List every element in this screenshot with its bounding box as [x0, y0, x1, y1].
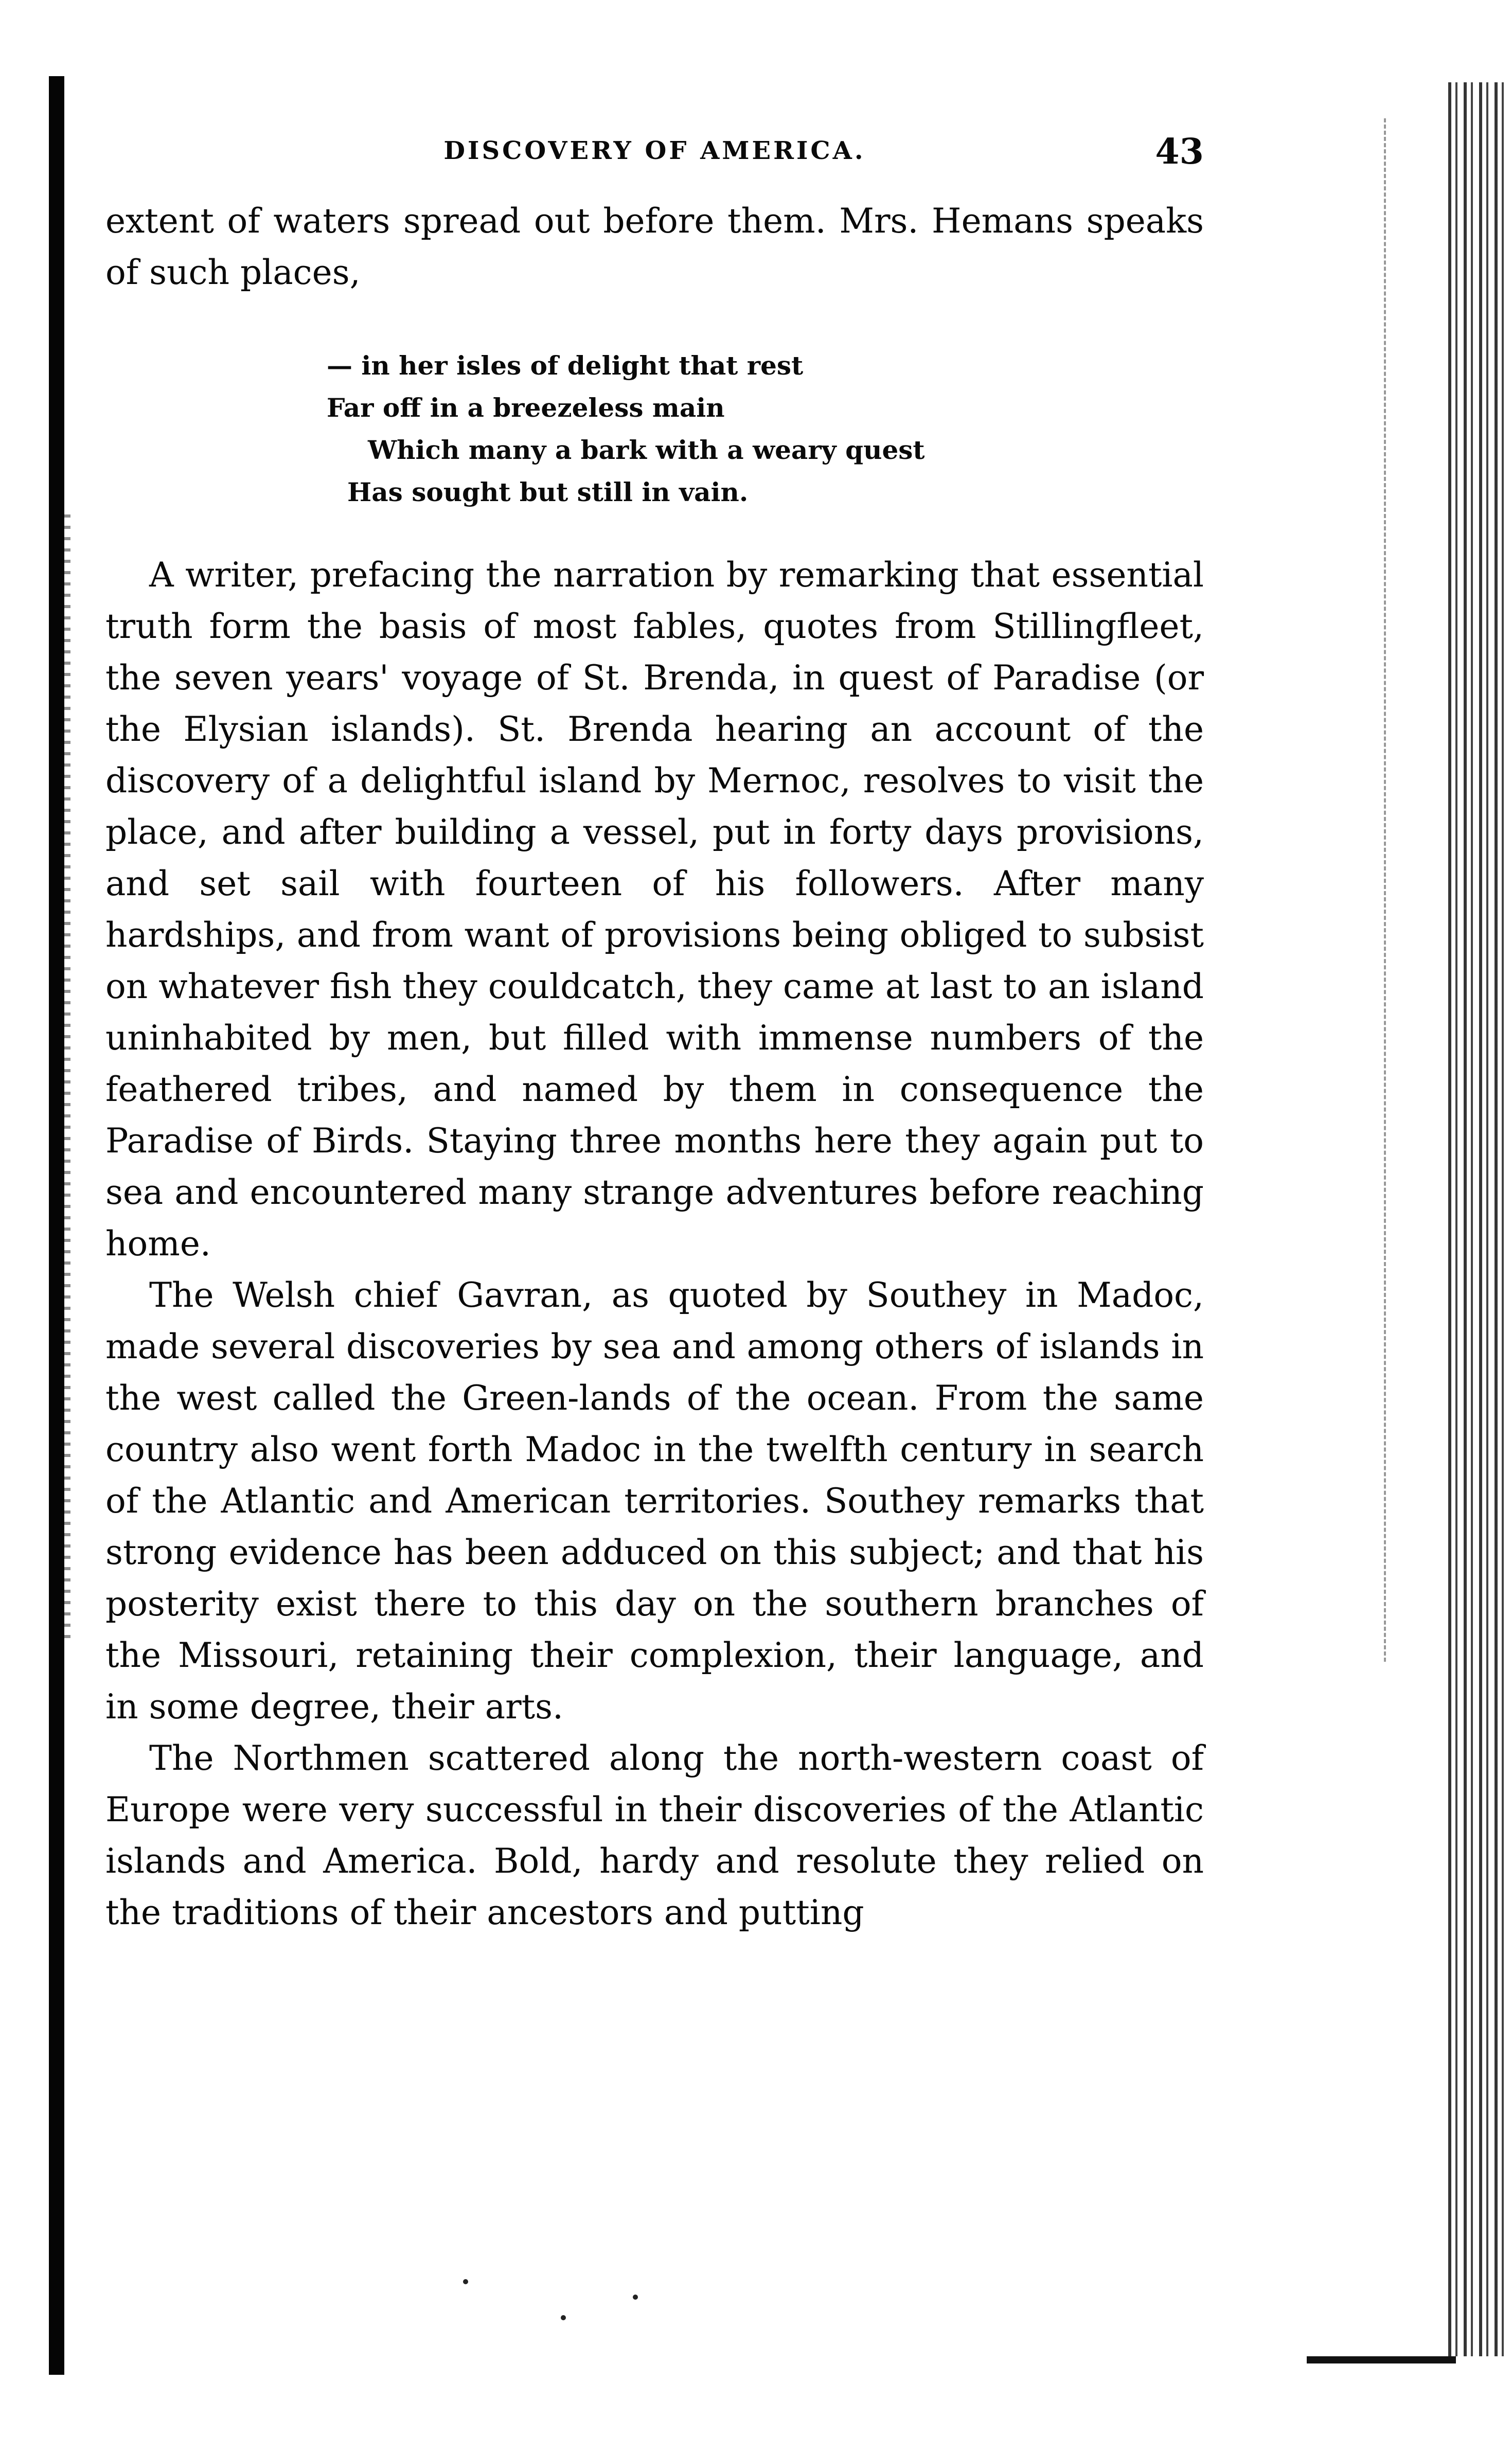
verse-line: — in her isles of delight that rest [327, 350, 804, 381]
verse-line: Which many a bark with a weary quest [368, 435, 925, 465]
scan-page-edge-line [1384, 118, 1390, 1662]
book-page [105, 131, 1204, 1939]
page-header [105, 131, 1204, 183]
verse-line: Has sought but still in vain. [347, 477, 749, 507]
verse-line: Far off in a breezeless main [327, 393, 725, 423]
scan-bottom-edge [1307, 2356, 1456, 2363]
scan-speck [561, 2315, 566, 2320]
verse-quotation [327, 345, 1204, 513]
paragraph-welsh-chief: The Welsh chief Gavran, as quoted by Southey in Madoc, made several discoveries by sea and among others of islands in the west called the Green-lands of the ocean. From the same country also went forth Madoc in the twelfth century in search of the Atlantic and American territories. Southey remarks that strong evidence has been adduced on this subject; and that his posterity exist there to this day on the southern branches of the Missouri, retaining their complexion, their language, and in some degree, their arts. [105, 1275, 1204, 1727]
page-number: 43 [1155, 131, 1204, 172]
scan-speck [633, 2295, 638, 2300]
paragraph-continuation: extent of waters spread out before them. Mrs. Hemans speaks of such places, [105, 201, 1204, 292]
scan-binding-shadow-right [1448, 82, 1505, 2356]
scan-binding-shadow-left [49, 76, 64, 2375]
running-head: DISCOVERY OF AMERICA. [443, 136, 866, 165]
paragraph-st-brenda: A writer, prefacing the narration by remarking that essential truth form the basis of most fables, quotes from Stillingfleet, the seven years' voyage of St. Brenda, in quest of Paradise (or the Elysian islands). St. Brenda hearing an account of the discovery of a delightful island by Mernoc, resolves to visit the place, and after building a vessel, put in forty days provisions, and set sail with fourteen of his followers. After many hardships, and from want of provisions being obliged to subsist on whatever fish they couldcatch, they came at last to an island uninhabited by men, but filled with immense numbers of the feathered tribes, and named by them in consequence the Paradise of Birds. Staying three months here they again put to sea and encountered many strange adventures before reaching home. [105, 555, 1204, 1264]
scan-speck [463, 2279, 468, 2284]
paragraph-northmen: The Northmen scattered along the north-western coast of Europe were very successful in their discoveries of the Atlantic islands and America. Bold, hardy and resolute they relied on the traditions of their ancestors and putting [105, 1738, 1204, 1932]
scan-edge-noise-left [64, 514, 70, 1646]
